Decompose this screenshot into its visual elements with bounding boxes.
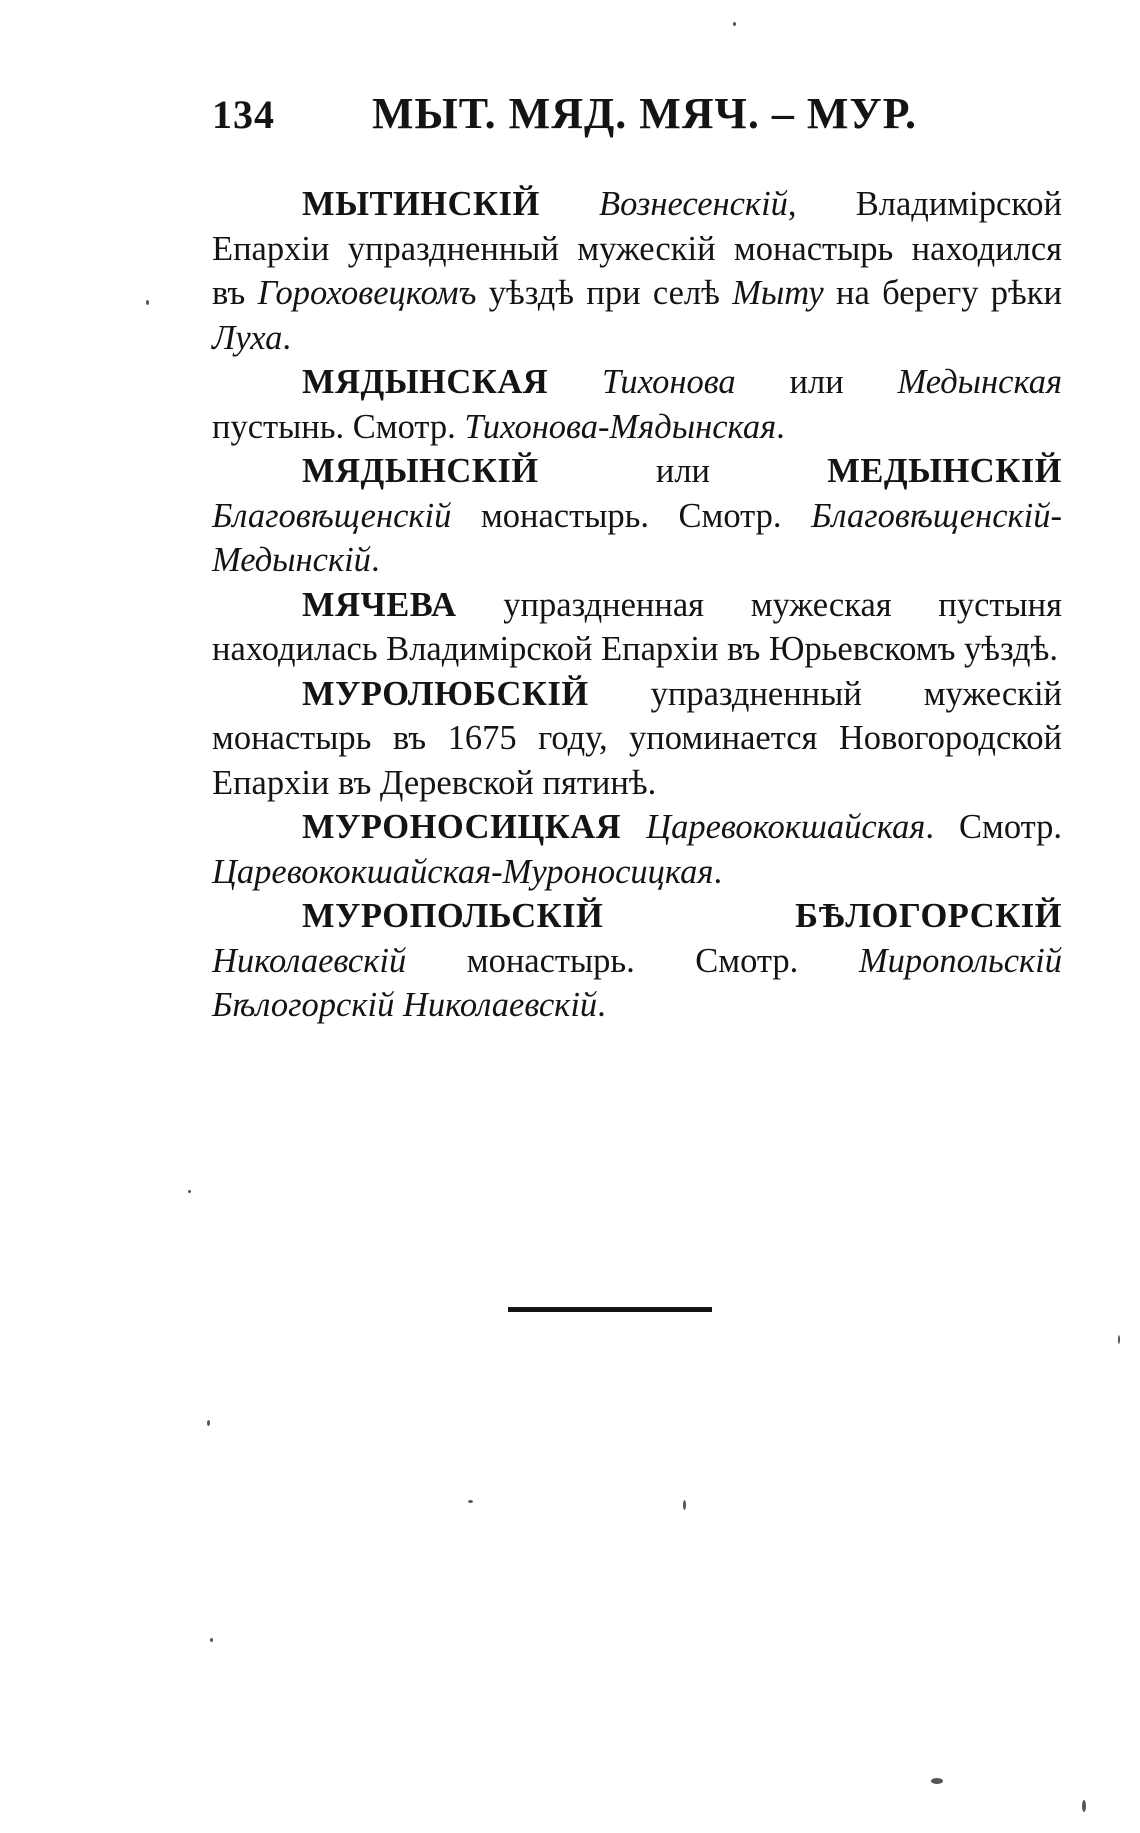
scan-speck [1082, 1800, 1086, 1812]
italic-term: Тихонова [602, 363, 736, 401]
scan-speck [683, 1500, 686, 1510]
scan-speck [1118, 1335, 1120, 1344]
entry-text: . [713, 852, 723, 891]
italic-term: Царевококшайская [646, 808, 926, 846]
italic-term: Мыту [732, 274, 824, 312]
entry-text: . [776, 407, 785, 446]
running-head [212, 88, 1062, 148]
headword: МЫТИНСКІЙ [302, 185, 540, 223]
italic-term: Миропольскій Бѣлогорскій Николаевскій [212, 941, 1062, 1024]
book-page [212, 88, 1062, 1028]
entry-muronositskaya [212, 805, 1062, 894]
entry-murolyubsky [212, 672, 1062, 806]
running-title: МЫТ. МЯД. МЯЧ. – МУР. [372, 89, 918, 138]
entry-myacheva [212, 583, 1062, 672]
entry-text: . Смотр. [925, 808, 1062, 846]
entry-text: упраздненная мужеская пустыня находилась Владимірской Епархіи въ Юрьевскомъ уѣздѣ. [212, 585, 1062, 668]
italic-term: Гороховецкомъ [257, 274, 477, 312]
italic-term: Луха [212, 318, 283, 357]
entry-text: . [370, 541, 380, 579]
scan-speck [210, 1638, 213, 1642]
entry-text: монастырь. Смотр. [480, 496, 782, 535]
entry-text: или [655, 452, 711, 490]
scan-speck [188, 1190, 191, 1193]
headword: МУРОНОСИЦКАЯ [302, 808, 622, 846]
headword: МЯДЫНСКАЯ [302, 363, 549, 401]
scan-speck [146, 300, 149, 305]
entry-myadynskaya [212, 360, 1062, 449]
entry-text: упраздненный мужескій монастырь въ 1675 году, упоминается Новогородской Епархіи въ Деревской пятинѣ. [212, 674, 1062, 802]
headword: МУРОЛЮБСКІЙ [302, 674, 589, 713]
italic-term: Тихонова-Мядынская [464, 407, 777, 446]
entry-muropolsky [212, 894, 1062, 1028]
italic-term: Медынская [897, 363, 1063, 401]
scan-speck [468, 1500, 473, 1503]
italic-term: Вознесенскій [599, 185, 788, 223]
italic-term: Благовѣщенскій [212, 496, 452, 535]
entry-mytinsky [212, 182, 1062, 360]
page-number: 134 [212, 92, 275, 137]
entry-text: уѣздѣ при селѣ [488, 274, 720, 312]
headword: МУРОПОЛЬСКІЙ БѢЛОГОРСКІЙ [302, 897, 1062, 935]
entry-text: монастырь. Смотр. [466, 941, 799, 980]
italic-term: Царевококшайская-Муроносицкая [212, 852, 714, 891]
italic-term: Николаевскій [212, 941, 407, 980]
scan-speck [207, 1420, 210, 1426]
headword: МЯЧЕВА [302, 585, 457, 624]
headword: МЕДЫНСКІЙ [827, 452, 1062, 490]
entry-text: . [282, 318, 291, 357]
entry-myadynsky [212, 449, 1062, 583]
italic-term: Благовѣщенскій-Медынскій [212, 496, 1062, 579]
closing-rule [508, 1307, 712, 1312]
entry-text: . [597, 986, 606, 1024]
entry-text: пустынь. Смотр. [212, 407, 456, 446]
headword: МЯДЫНСКІЙ [302, 452, 539, 490]
entry-text: , Владимірской Епархіи упраздненный мужескій монастырь находился въ [212, 185, 1062, 312]
entry-text: или [789, 363, 844, 401]
scan-speck [733, 22, 736, 26]
scan-speck [931, 1778, 943, 1784]
entry-text: на берегу рѣки [836, 274, 1063, 312]
